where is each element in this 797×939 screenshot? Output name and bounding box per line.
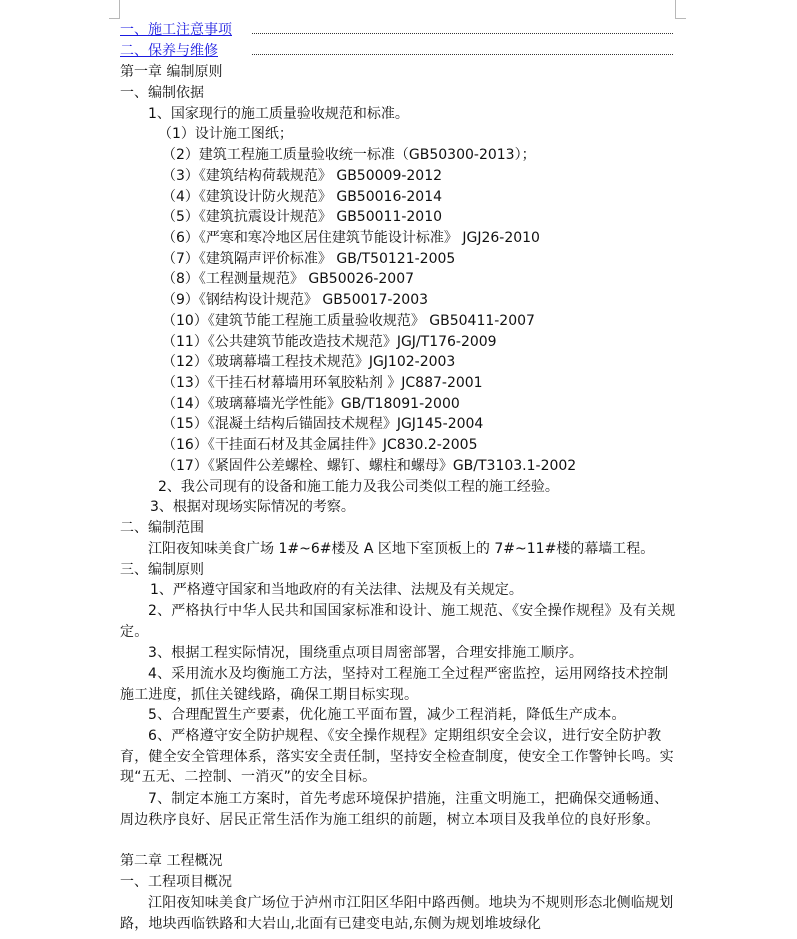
- list-item: （6）《严寒和寒冷地区居住建筑节能设计标准》 JGJ26-2010: [162, 230, 540, 246]
- toc-entry[interactable]: [120, 20, 673, 40]
- list-item: （9）《钢结构设计规范》 GB50017-2003: [162, 292, 429, 308]
- body-paragraph: 3、根据工程实际情况，围绕重点项目周密部署，合理安排施工顺序。: [148, 645, 584, 661]
- body-paragraph: 7、制定本施工方案时，首先考虑环境保护措施，注重文明施工，把确保交通畅通、周边秩序良好、居民正常生活作为施工组织的前题，树立本项目及我单位的良好形象。: [120, 791, 669, 828]
- list-item: （2）建筑工程施工质量验收统一标准（GB50300-2013）；: [162, 147, 536, 163]
- toc-leader: [252, 54, 673, 55]
- list-item: （12）《玻璃幕墙工程技术规范》JGJ102-2003: [162, 354, 456, 370]
- page-corner-mark: [109, 0, 120, 19]
- list-item: 1、国家现行的施工质量验收规范和标准。: [148, 106, 409, 122]
- toc-link[interactable]: 二、保养与维修: [120, 43, 218, 59]
- list-item: （13）《干挂石材幕墙用环氧胶粘剂 》JC887-2001: [162, 375, 483, 391]
- section-heading: 一、工程项目概况: [120, 874, 232, 890]
- list-item: （7）《建筑隔声评价标准》 GB/T50121-2005: [162, 251, 456, 267]
- list-item: （5）《建筑抗震设计规范》 GB50011-2010: [162, 209, 443, 225]
- page-corner-mark: [675, 0, 686, 19]
- list-item: （10）《建筑节能工程施工质量验收规范》 GB50411-2007: [162, 313, 535, 329]
- list-item: （17）《紧固件公差螺栓、螺钉、螺柱和螺母》GB/T3103.1-2002: [162, 458, 577, 474]
- body-text: 江阳夜知味美食广场 1#~6#楼及 A 区地下室顶板上的 7#~11#楼的幕墙工程。: [148, 541, 655, 557]
- body-paragraph: 4、采用流水及均衡施工方法，坚持对工程施工全过程严密监控，运用网络技术控制施工进度，抓住关键线路，确保工期目标实现。: [120, 666, 669, 703]
- body-paragraph: 江阳夜知味美食广场位于泸州市江阳区华阳中路西侧。地块为不规则形态北侧临规划路，地块西临铁路和大岩山,北面有已建变电站,东侧为规划堆坡绿化: [120, 895, 674, 932]
- body-paragraph: 5、合理配置生产要素，优化施工平面布置，减少工程消耗，降低生产成本。: [148, 707, 626, 723]
- list-item: （15）《混凝土结构后锚固技术规程》JGJ145-2004: [162, 416, 484, 432]
- section-heading: 二、编制范围: [120, 520, 204, 536]
- list-item: （8）《工程测量规范》 GB50026-2007: [162, 271, 415, 287]
- list-item: （4）《建筑设计防火规范》 GB50016-2014: [162, 189, 443, 205]
- list-item: （16）《干挂面石材及其金属挂件》JC830.2-2005: [162, 437, 478, 453]
- toc-leader: [252, 33, 673, 34]
- toc-entry[interactable]: [120, 41, 673, 61]
- body-paragraph: 2、严格执行中华人民共和国国家标准和设计、施工规范、《安全操作规程》及有关规定。: [120, 603, 676, 640]
- toc-link[interactable]: 一、施工注意事项: [120, 22, 232, 38]
- body-paragraph: 6、严格遵守安全防护规程、《安全操作规程》定期组织安全会议，进行安全防护教育，健全安全管理体系，落实安全责任制，坚持安全检查制度，使安全工作警钟长鸣。实现“五无、二控制、一消灭”的安全目标。: [120, 728, 674, 786]
- list-item: 3、根据对现场实际情况的考察。: [150, 499, 355, 515]
- list-item: （1）设计施工图纸；: [158, 126, 293, 142]
- list-item: 1、严格遵守国家和当地政府的有关法律、法规及有关规定。: [150, 582, 523, 598]
- list-item: （14）《玻璃幕墙光学性能》GB/T18091-2000: [162, 396, 460, 412]
- list-item: 2、我公司现有的设备和施工能力及我公司类似工程的施工经验。: [158, 479, 559, 495]
- section-heading: 一、编制依据: [120, 85, 204, 101]
- section-heading: 三、编制原则: [120, 562, 204, 578]
- list-item: （3）《建筑结构荷载规范》 GB50009-2012: [162, 168, 443, 184]
- chapter-heading: 第一章 编制原则: [120, 64, 223, 80]
- chapter-heading: 第二章 工程概况: [120, 853, 223, 869]
- list-item: （11）《公共建筑节能改造技术规范》JGJ/T176-2009: [162, 334, 497, 350]
